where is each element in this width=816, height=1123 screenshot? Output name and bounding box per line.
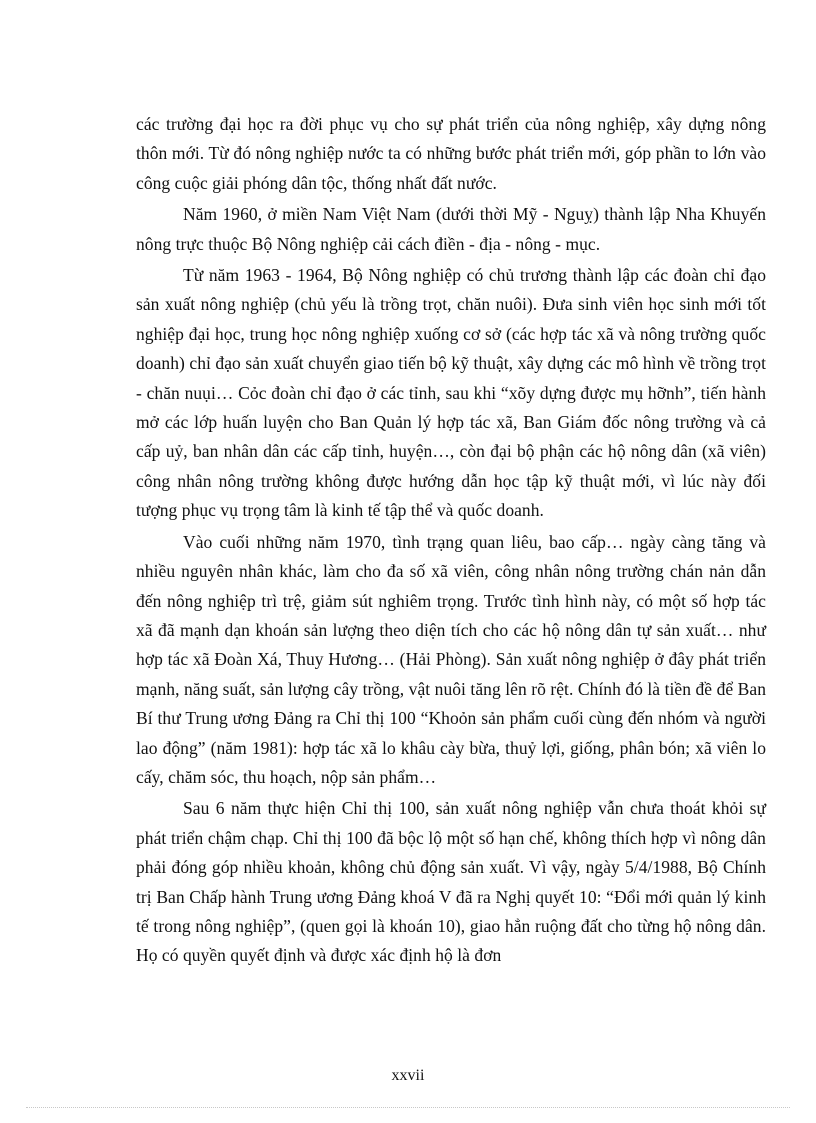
paragraph-2: Năm 1960, ở miền Nam Việt Nam (dưới thời Mỹ - Nguỵ) thành lập Nha Khuyến nông trực thuộc Bộ Nông nghiệp cải cách điền - địa - nông - mục. bbox=[136, 204, 766, 254]
body-text bbox=[136, 110, 766, 973]
paragraph-5: Sau 6 năm thực hiện Chỉ thị 100, sản xuất nông nghiệp vẫn chưa thoát khỏi sự phát triển chậm chạp. Chỉ thị 100 đã bộc lộ một số hạn chế, không thích hợp vì nông dân phải đóng góp nhiều khoản, không chủ động sản xuất. Vì vậy, ngày 5/4/1988, Bộ Chính trị Ban Chấp hành Trung ương Đảng khoá V đã ra Nghị quyết 10: “Đổi mới quản lý kinh tế trong nông nghiệp”, (quen gọi là khoán 10), giao hẳn ruộng đất cho từng hộ nông dân. Họ có quyền quyết định và được xác định hộ là đơn bbox=[136, 798, 766, 966]
page-bottom-divider bbox=[26, 1107, 790, 1108]
paragraph-4: Vào cuối những năm 1970, tình trạng quan liêu, bao cấp… ngày càng tăng và nhiều nguyên nhân khác, làm cho đa số xã viên, công nhân nông trường chán nản dẫn đến nông nghiệp trì trệ, giảm sút nghiêm trọng. Trước tình hình này, có một số hợp tác xã đã mạnh dạn khoán sản lượng theo diện tích cho các hộ nông dân tự sản xuất… như hợp tác xã Đoàn Xá, Thuy Hương… (Hải Phòng). Sản xuất nông nghiệp ở đây phát triển mạnh, năng suất, sản lượng cây trồng, vật nuôi tăng lên rõ rệt. Chính đó là tiền đề để Ban Bí thư Trung ương Đảng ra Chỉ thị 100 “Khoỏn sản phẩm cuối cùng đến nhóm và người lao động” (năm 1981): hợp tác xã lo khâu cày bừa, thuỷ lợi, giống, phân bón; xã viên lo cấy, chăm sóc, thu hoạch, nộp sản phẩm… bbox=[136, 531, 766, 787]
paragraph-1: các trường đại học ra đời phục vụ cho sự phát triển của nông nghiệp, xây dựng nông thôn mới. Từ đó nông nghiệp nước ta có những bước phát triển mới, góp phần to lớn vào công cuộc giải phóng dân tộc, thống nhất đất nước. bbox=[136, 114, 766, 193]
paragraph-3: Từ năm 1963 - 1964, Bộ Nông nghiệp có chủ trương thành lập các đoàn chỉ đạo sản xuất nông nghiệp (chủ yếu là trồng trọt, chăn nuôi). Đưa sinh viên học sinh mới tốt nghiệp đại học, trung học nông nghiệp xuống cơ sở (các hợp tác xã và nông trường quốc doanh) chỉ đạo sản xuất chuyển giao tiến bộ kỹ thuật, xây dựng các mô hình về trồng trọt - chăn nuụi… Cỏc đoàn chỉ đạo ở các tỉnh, sau khi “xõy dựng được mụ hỡnh”, tiến hành mở các lớp huấn luyện cho Ban Quản lý hợp tác xã, Ban Giám đốc nông trường và cả cấp uỷ, ban nhân dân các cấp tỉnh, huyện…, còn đại bộ phận các hộ nông dân (xã viên) công nhân nông trường không được hướng dẫn học tập kỹ thuật mới, vì lúc này đối tượng phục vụ trọng tâm là kinh tế tập thể và quốc doanh. bbox=[136, 265, 766, 521]
page-number: xxvii bbox=[391, 1067, 425, 1084]
